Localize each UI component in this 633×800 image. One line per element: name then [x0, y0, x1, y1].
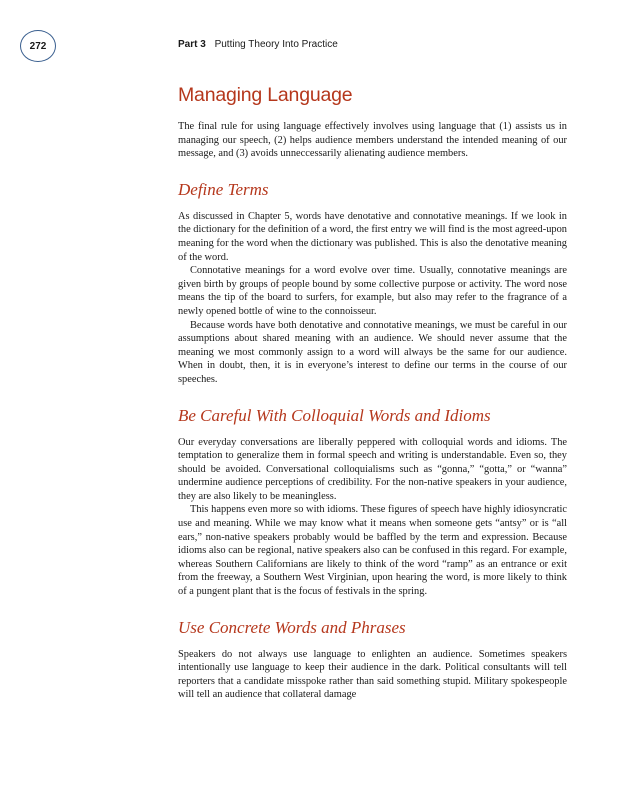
section-title: Managing Language	[178, 84, 353, 106]
paragraph: As discussed in Chapter 5, words have denotative and connotative meanings. If we look in the dictionary for the definition of a word, the first entry we will find is the most agreed-upon meaning for the word when the dictionary was published. This is also the denotative meaning of the word.	[178, 210, 567, 263]
part-label: Part 3	[178, 39, 206, 50]
subheading-colloquial-words: Be Careful With Colloquial Words and Idioms	[178, 405, 491, 425]
main-content	[178, 84, 567, 702]
paragraph: Connotative meanings for a word evolve over time. Usually, connotative meanings are given birth by groups of people bound by some collective purpose or activity. The word nose means the tip of the board to surfers, for example, but also may refer to the fragrance of a newly opened bottle of wine to the connoisseur.	[178, 265, 567, 317]
paragraph: This happens even more so with idioms. These figures of speech have highly idiosyncratic use and meaning. While we may know what it means when someone gets “antsy” or is “all ears,” non-native speakers probably would be baffled by the term and expression. Because idioms also can be regional, native speakers also can be confused in this regard. For example, whereas Southern Californians are likely to think of the word “ramp” as an entrance or exit from the freeway, a Southern West Virginian, upon hearing the word, is more likely to think of a pungent plant that is the focus of festivals in the spring.	[178, 504, 567, 598]
subheading-concrete-words: Use Concrete Words and Phrases	[178, 617, 406, 637]
subheading-define-terms: Define Terms	[178, 179, 269, 199]
page-number: 272	[20, 30, 56, 62]
paragraph: Because words have both denotative and connotative meanings, we must be careful in our assumptions about shared meaning with an audience. We should never assume that the meaning we most commonly assign to a word will always be the same for our audience. When in doubt, then, it is in everyone’s interest to define our terms in the course of our speeches.	[178, 319, 567, 385]
part-title: Putting Theory Into Practice	[214, 39, 338, 50]
running-header	[178, 39, 338, 50]
paragraph: Speakers do not always use language to enlighten an audience. Sometimes speakers intentionally use language to keep their audience in the dark. Political consultants will tell reporters that a candidate misspoke rather than said something stupid. Military spokespeople will tell an audience that collateral damage	[178, 648, 567, 701]
intro-paragraph: The final rule for using language effectively involves using language that (1) assists us in managing our speech, (2) helps audience members understand the intended meaning of our message, and (3) avoids unneccessarily alienating audience members.	[178, 121, 567, 160]
paragraph: Our everyday conversations are liberally peppered with colloquial words and idioms. The temptation to generalize them in formal speech and writing is understandable. Even so, they should be avoided. Conversational colloquialisms such as “gonna,” “gotta,” or “wanna” undermine audience perceptions of credibility. For the non-native speakers in your audience, they are also likely to be meaningless.	[178, 436, 567, 502]
